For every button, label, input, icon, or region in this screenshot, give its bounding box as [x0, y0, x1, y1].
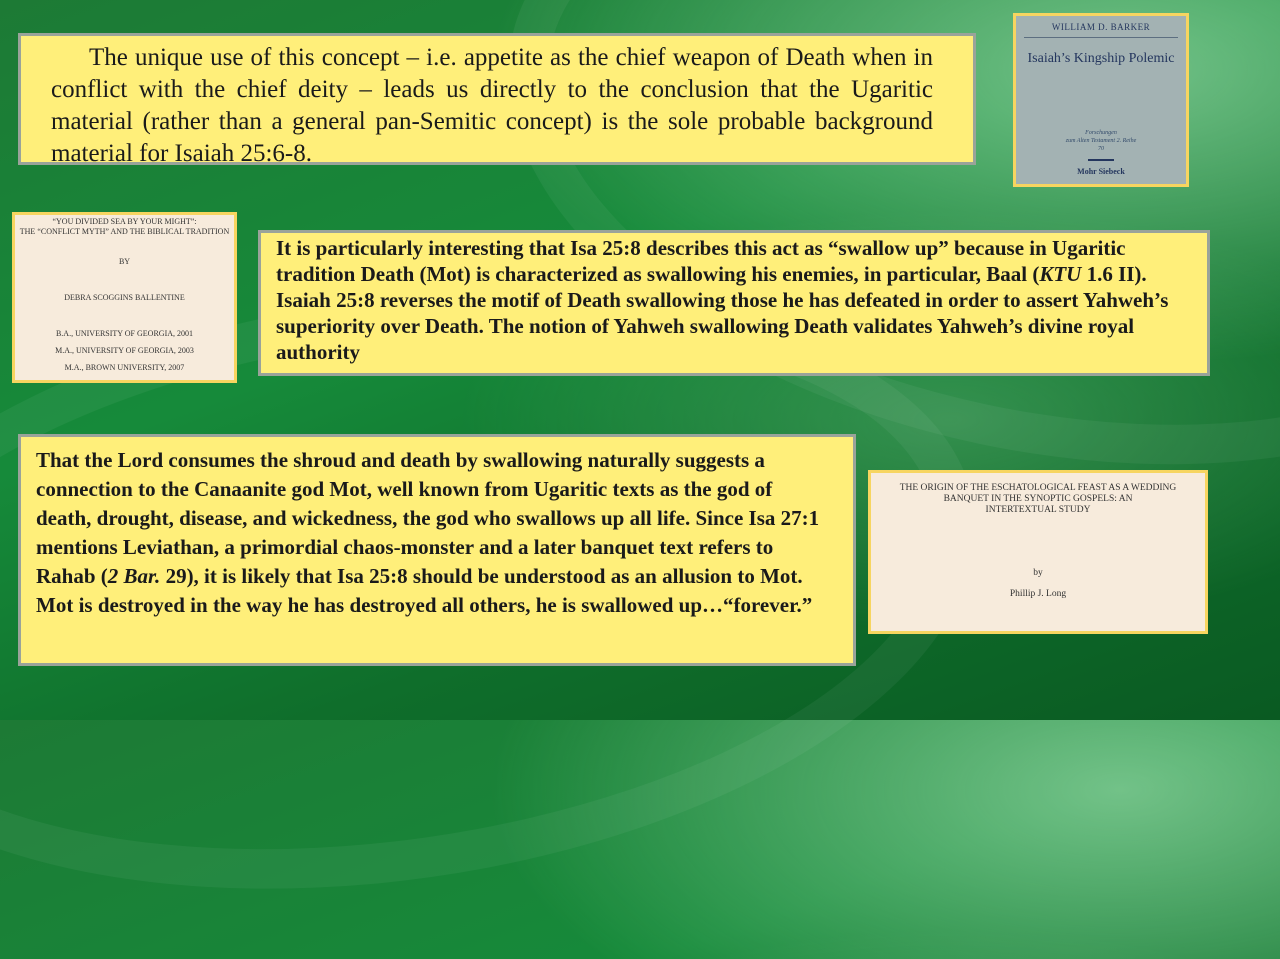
- series-line: 70: [1098, 146, 1104, 152]
- divider: [1024, 37, 1178, 38]
- quote-middle-text: It is particularly interesting that Isa 25:8 describes this act as “swallow up” because in Ugaritic tradition Death (Mot) is characterized as swallowing his enemies, in particular, Baal (: [276, 236, 1126, 286]
- book-title-line: INTERTEXTUAL STUDY: [985, 505, 1091, 515]
- book-publisher: Mohr Siebeck: [1077, 167, 1125, 176]
- book-author: Phillip J. Long: [1009, 589, 1067, 599]
- quote-middle-text: 1.6 II). Isaiah 25:8 reverses the motif of Death swallowing those he has defeated in order to assert Yahweh’s superiority over Death. The notion of Yahweh swallowing Death validates Yahweh’s divine royal authority: [276, 262, 1169, 364]
- book-title-line: THE “CONFLICT MYTH” AND THE BIBLICAL TRADITION: [19, 227, 230, 236]
- book-cover-barker: [1013, 13, 1189, 187]
- book-cover-ballentine: [12, 212, 237, 383]
- quote-bottom-text: 29), it is likely that Isa 25:8 should be understood as an allusion to Mot. Mot is destroyed in the way he has destroyed all others, he is swallowed up…“forever.”: [36, 564, 813, 617]
- quote-box-middle: [258, 230, 1210, 376]
- book-author: WILLIAM D. BARKER: [1051, 22, 1151, 32]
- series-line: Forschungen: [1085, 130, 1117, 136]
- book-by: BY: [118, 257, 131, 266]
- quote-bottom-italic: 2 Bar.: [107, 564, 161, 588]
- book-title: Isaiah’s Kingship Polemic: [1027, 51, 1175, 66]
- quote-box-bottom: [18, 434, 856, 666]
- series-line: zum Alten Testament 2. Reihe: [1065, 138, 1137, 144]
- book-degree: M.A., BROWN UNIVERSITY, 2007: [64, 363, 185, 372]
- quote-bottom-text: That the Lord consumes the shroud and death by swallowing naturally suggests a connection to the Canaanite god Mot, well known from Ugaritic texts as the god of death, drought, disease, and wickedness, the god who swallows up all life. Since Isa 27:1 mentions Leviathan, a primordial chaos-monster and a later banquet text refers to Rahab (: [36, 448, 820, 588]
- book-title-line: THE ORIGIN OF THE ESCHATOLOGICAL FEAST AS A WEDDING: [899, 483, 1177, 493]
- quote-middle-italic: KTU: [1039, 262, 1082, 286]
- book-series: [1016, 129, 1186, 153]
- book-by: by: [1033, 568, 1043, 578]
- quote-top-text: The unique use of this concept – i.e. appetite as the chief weapon of Death when in conflict with the chief deity – leads us directly to the conclusion that the Ugaritic material (rather than a general pan-Semitic concept) is the sole probable background material for Isaiah 25:6-8.: [51, 44, 933, 167]
- divider: [1088, 159, 1114, 161]
- book-author: DEBRA SCOGGINS BALLENTINE: [64, 293, 185, 302]
- book-title-line: BANQUET IN THE SYNOPTIC GOSPELS: AN: [943, 494, 1133, 504]
- book-cover-long: [868, 470, 1208, 634]
- book-title-line: “YOU DIVIDED SEA BY YOUR MIGHT”:: [52, 217, 197, 226]
- book-degree: B.A., UNIVERSITY OF GEORGIA, 2001: [55, 329, 194, 338]
- book-degree: M.A., UNIVERSITY OF GEORGIA, 2003: [55, 346, 194, 355]
- quote-box-top: [18, 33, 976, 165]
